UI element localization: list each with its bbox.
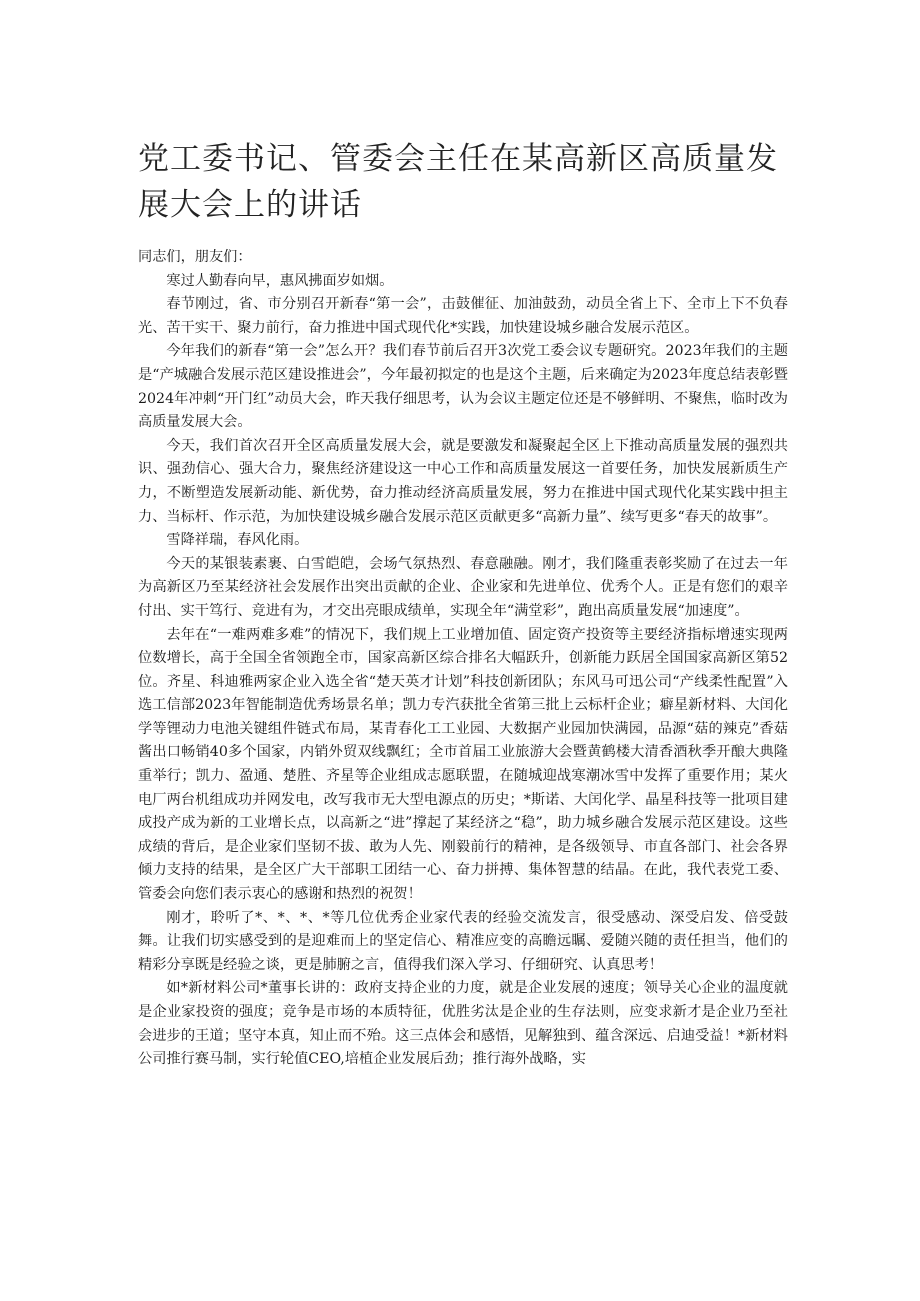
paragraph: 春节刚过，省、市分别召开新春“第一会”，击鼓催征、加油鼓劲，动员全省上下、全市上下不负春光、苦干实干、聚力前行，奋力推进中国式现代化*实践，加快建设城乡融合发展示范区。 [138,296,788,336]
paragraph: 去年在“一难两难多难”的情况下，我们规上工业增加值、固定资产投资等主要经济指标增速实现两位数增长，高于全国全省领跑全市，国家高新区综合排名大幅跃升，创新能力跃居全国国家高新区第52位。齐星、科迪雅两家企业入选全省“楚天英才计划”科技创新团队；东风马可迅公司“产线柔性配置”入选工信部2023年智能制造优秀场景名单；凯力专汽获批全省第三批上云标杆企业；癖星新材料、大闰化学等锂动力电池关键组件链式布局，某青春化工工业园、大数据产业园加快满园，品源“菇的辣克”香菇酱出口畅销40多个国家，内销外贸双线飘红；全市首届工业旅游大会暨黄鹤楼大清香酒秋季开酿大典隆重举行；凯力、盈通、楚胜、齐星等企业组成志愿联盟，在随城迎战寒潮冰雪中发挥了重要作用；某火电厂两台机组成功并网发电，改写我市无大型电源点的历史；*斯诺、大闰化学、晶星科技等一批项目建成投产成为新的工业增长点，以高新之“进”撑起了某经济之“稳”，助力城乡融合发展示范区建设。这些成绩的背后，是企业家们坚韧不拔、敢为人先、刚毅前行的精神，是各级领导、市直各部门、社会各界倾力支持的结果，是全区广大干部职工团结一心、奋力拼搏、集体智慧的结晶。在此，我代表党工委、管委会向您们表示衷心的感谢和热烈的祝贺！ [138,626,788,903]
paragraph: 雪降祥瑞，春风化雨。 [166,532,309,549]
paragraph: 刚才，聆听了*、*、*、*等几位优秀企业家代表的经验交流发言，很受感动、深受启发、倍受鼓舞。让我们切实感受到的是迎难而上的坚定信心、精准应变的高瞻远瞩、爱随兴随的责任担当，他们的精彩分享既是经验之谈，更是肺腑之言，值得我们深入学习、仔细研究、认真思考！ [138,909,788,973]
document-title: 党工委书记、管委会主任在某高新区高质量发展大会上的讲话 [138,141,778,223]
paragraph: 今天的某银装素裹、白雪皑皑，会场气氛热烈、春意融融。刚才，我们隆重表彰奖励了在过去一年为高新区乃至某经济社会发展作出突出贡献的企业、企业家和先进单位、优秀个人。正是有您们的艰辛付出、实干笃行、竞进有为，才交出亮眼成绩单，实现全年“满堂彩”，跑出高质量发展“加速度”。 [138,555,788,619]
document-body [138,246,788,1072]
salutation: 同志们，朋友们： [138,249,252,265]
paragraph: 今天，我们首次召开全区高质量发展大会，就是要激发和凝聚起全区上下推动高质量发展的强烈共识、强劲信心、强大合力，聚焦经济建设这一中心工作和高质量发展这一首要任务，加快发展新质生产力，不断塑造发展新动能、新优势，奋力推动经济高质量发展，努力在推进中国式现代化某实践中担主力、当标杆、作示范，为加快建设城乡融合发展示范区贡献更多“高新力量”、续写更多“春天的故事”。 [138,437,788,525]
paragraph: 寒过人勤春向早，惠风拂面岁如烟。 [166,272,394,289]
paragraph: 如*新材料公司*董事长讲的：政府支持企业的力度，就是企业发展的速度；领导关心企业的温度就是企业家投资的强度；竞争是市场的本质特征，优胜劣汰是企业的生存法则，应变求新才是企业乃至社会进步的王道；坚守本真，知止而不殆。这三点体会和感悟，见解独到、蕴含深远、启迪受益！*新材料公司推行赛马制，实行轮值CEO,培植企业发展后劲；推行海外战略，实 [138,980,788,1068]
paragraph: 今年我们的新春“第一会”怎么开？我们春节前后召开3次党工委会议专题研究。2023年我们的主题是“产城融合发展示范区建设推进会”，今年最初拟定的也是这个主题，后来确定为2023年度总结表彰暨2024年冲刺“开门红”动员大会，昨天我仔细思考，认为会议主题定位还是不够鲜明、不聚焦，临时改为高质量发展大会。 [138,343,788,431]
